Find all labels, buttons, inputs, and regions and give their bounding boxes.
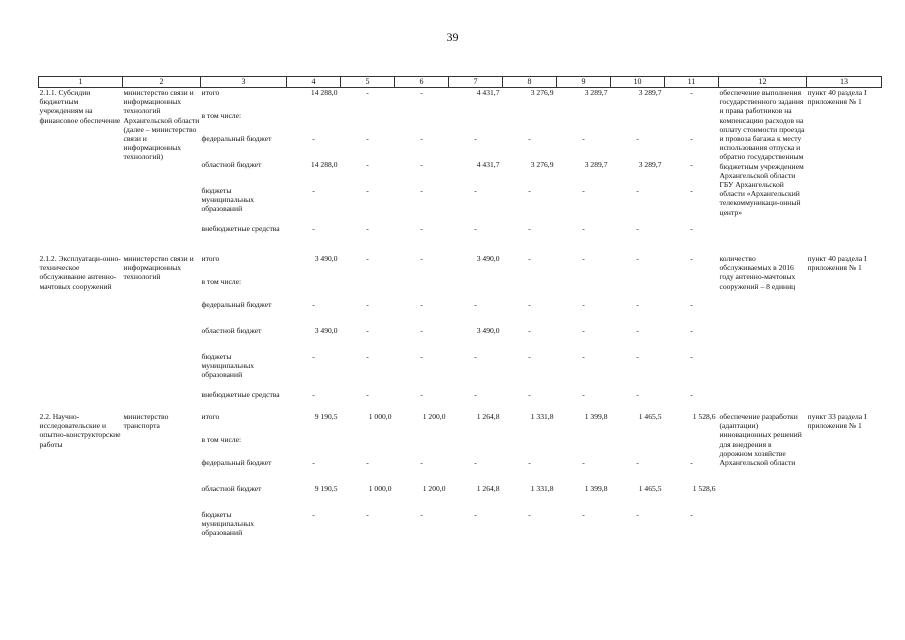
page-number: 39 xyxy=(446,30,459,44)
value-cell: - xyxy=(474,186,477,195)
budget-table xyxy=(38,76,882,544)
value-cell xyxy=(449,435,503,458)
value-cell xyxy=(341,277,395,300)
value-cell: - xyxy=(690,88,693,97)
value-cell: - xyxy=(366,390,369,399)
value-cell xyxy=(287,277,341,300)
block-name: 2.1.2. Эксплуатаци-онно-техническое обслуживание антенно-мачтовых сооружений xyxy=(39,254,121,291)
value-cell: - xyxy=(366,352,369,361)
value-cell xyxy=(557,111,611,134)
value-cell: 4 431,7 xyxy=(476,88,500,97)
value-cell xyxy=(557,435,611,458)
value-cell: 3 289,7 xyxy=(638,88,662,97)
value-cell: - xyxy=(582,186,585,195)
value-cell: - xyxy=(420,390,423,399)
block-reference: пункт 40 раздела I приложения № 1 xyxy=(807,254,867,273)
value-cell: - xyxy=(366,134,369,143)
column-header: 13 xyxy=(807,77,882,88)
column-header: 1 xyxy=(39,77,123,88)
funding-source: федеральный бюджет xyxy=(201,458,272,467)
value-cell: - xyxy=(690,326,693,335)
value-cell: - xyxy=(420,326,423,335)
value-cell: 3 490,0 xyxy=(314,326,338,335)
funding-source: бюджеты муниципальных образований xyxy=(201,352,255,380)
table-row xyxy=(39,254,882,277)
funding-source: бюджеты муниципальных образований xyxy=(201,510,255,538)
value-cell: - xyxy=(690,186,693,195)
funding-source: областной бюджет xyxy=(201,160,262,169)
funding-source: итого xyxy=(201,254,220,263)
value-cell: - xyxy=(582,254,585,263)
funding-source: итого xyxy=(201,88,220,97)
value-cell: - xyxy=(474,134,477,143)
value-cell xyxy=(449,277,503,300)
value-cell: 14 288,0 xyxy=(310,88,338,97)
value-cell: - xyxy=(528,224,531,233)
value-cell: - xyxy=(420,160,423,169)
value-cell: 14 288,0 xyxy=(310,160,338,169)
value-cell: 4 431,7 xyxy=(476,160,500,169)
value-cell: - xyxy=(420,186,423,195)
value-cell: - xyxy=(528,352,531,361)
value-cell: - xyxy=(582,510,585,519)
value-cell: - xyxy=(420,254,423,263)
funding-source: областной бюджет xyxy=(201,484,262,493)
value-cell: - xyxy=(636,458,639,467)
table-row xyxy=(39,88,882,112)
value-cell: - xyxy=(636,186,639,195)
value-cell: 3 490,0 xyxy=(476,254,500,263)
value-cell: - xyxy=(690,458,693,467)
value-cell: - xyxy=(420,224,423,233)
funding-source: в том числе: xyxy=(201,277,242,286)
value-cell: - xyxy=(636,224,639,233)
value-cell: - xyxy=(636,254,639,263)
value-cell: - xyxy=(636,134,639,143)
value-cell: - xyxy=(528,326,531,335)
value-cell: 1 000,0 xyxy=(368,412,392,421)
value-cell: 1 528,6 xyxy=(692,412,716,421)
funding-source: итого xyxy=(201,412,220,421)
value-cell: - xyxy=(312,390,315,399)
value-cell xyxy=(395,435,449,458)
value-cell: - xyxy=(366,254,369,263)
funding-source: в том числе: xyxy=(201,435,242,444)
value-cell: 1 200,0 xyxy=(422,484,446,493)
value-cell: - xyxy=(528,186,531,195)
column-header: 7 xyxy=(449,77,503,88)
value-cell: - xyxy=(582,390,585,399)
value-cell: - xyxy=(420,88,423,97)
value-cell: 3 289,7 xyxy=(638,160,662,169)
value-cell: - xyxy=(528,300,531,309)
value-cell: 1 528,6 xyxy=(692,484,716,493)
value-cell: 1 331,8 xyxy=(530,484,554,493)
value-cell: - xyxy=(474,300,477,309)
value-cell: - xyxy=(420,352,423,361)
value-cell: - xyxy=(312,186,315,195)
value-cell: - xyxy=(582,224,585,233)
value-cell: 1 264,8 xyxy=(476,484,500,493)
value-cell xyxy=(557,277,611,300)
value-cell: - xyxy=(582,326,585,335)
value-cell: - xyxy=(366,160,369,169)
funding-source: федеральный бюджет xyxy=(201,134,272,143)
column-header: 6 xyxy=(395,77,449,88)
block-name: 2.2. Научно-исследовательские и опытно-конструкторские работы xyxy=(39,412,121,449)
value-cell: 3 276,9 xyxy=(530,88,554,97)
value-cell: - xyxy=(366,186,369,195)
block-reference: пункт 33 раздела I приложения № 1 xyxy=(807,412,867,431)
value-cell: - xyxy=(690,352,693,361)
value-cell xyxy=(287,435,341,458)
value-cell: - xyxy=(636,352,639,361)
value-cell xyxy=(665,435,719,458)
value-cell: - xyxy=(474,510,477,519)
value-cell: - xyxy=(690,134,693,143)
value-cell: - xyxy=(312,510,315,519)
value-cell xyxy=(449,111,503,134)
block-executor: министерство связи и информационных технологий xyxy=(123,254,194,282)
value-cell: - xyxy=(690,254,693,263)
value-cell xyxy=(341,111,395,134)
value-cell: - xyxy=(366,326,369,335)
value-cell: 1 000,0 xyxy=(368,484,392,493)
column-header: 11 xyxy=(665,77,719,88)
value-cell: - xyxy=(690,300,693,309)
value-cell: - xyxy=(312,458,315,467)
value-cell: 3 276,9 xyxy=(530,160,554,169)
value-cell: - xyxy=(420,300,423,309)
value-cell: - xyxy=(582,300,585,309)
value-cell xyxy=(503,435,557,458)
value-cell: 9 190,5 xyxy=(314,484,338,493)
value-cell: - xyxy=(528,134,531,143)
value-cell: 3 490,0 xyxy=(476,326,500,335)
value-cell: - xyxy=(690,160,693,169)
value-cell: 1 331,8 xyxy=(530,412,554,421)
value-cell: - xyxy=(420,510,423,519)
column-header: 10 xyxy=(611,77,665,88)
value-cell xyxy=(611,277,665,300)
value-cell: - xyxy=(636,300,639,309)
value-cell: - xyxy=(474,458,477,467)
value-cell: 1 465,5 xyxy=(638,412,662,421)
value-cell: - xyxy=(420,134,423,143)
value-cell: - xyxy=(582,352,585,361)
value-cell xyxy=(395,111,449,134)
value-cell xyxy=(503,277,557,300)
value-cell xyxy=(287,111,341,134)
value-cell xyxy=(503,111,557,134)
value-cell: 1 399,8 xyxy=(584,412,608,421)
value-cell: 3 490,0 xyxy=(314,254,338,263)
funding-source: бюджеты муниципальных образований xyxy=(201,186,255,214)
column-header: 12 xyxy=(719,77,807,88)
value-cell: - xyxy=(690,390,693,399)
value-cell: 3 289,7 xyxy=(584,160,608,169)
column-header: 8 xyxy=(503,77,557,88)
value-cell: - xyxy=(366,458,369,467)
block-name: 2.1.1. Субсидии бюджетным учреждениям на финансовое обеспечение xyxy=(39,88,121,125)
value-cell: - xyxy=(582,458,585,467)
column-header: 4 xyxy=(287,77,341,88)
value-cell: 1 200,0 xyxy=(422,412,446,421)
value-cell: - xyxy=(366,510,369,519)
funding-source: внебюджетные средства xyxy=(201,224,280,233)
value-cell: - xyxy=(474,390,477,399)
block-executor: министерство связи и информационных технологий Архангельской области (далее – министерство связи и информационных технологий) xyxy=(123,88,200,162)
value-cell: - xyxy=(312,352,315,361)
value-cell: 1 399,8 xyxy=(584,484,608,493)
value-cell: - xyxy=(636,326,639,335)
funding-source: в том числе: xyxy=(201,111,242,120)
value-cell: - xyxy=(474,224,477,233)
value-cell: - xyxy=(312,300,315,309)
value-cell: - xyxy=(366,300,369,309)
funding-source: внебюджетные средства xyxy=(201,390,280,399)
value-cell: 1 465,5 xyxy=(638,484,662,493)
value-cell: 1 264,8 xyxy=(476,412,500,421)
value-cell: - xyxy=(690,224,693,233)
value-cell: - xyxy=(312,224,315,233)
value-cell: - xyxy=(528,254,531,263)
block-executor: министерство транспорта xyxy=(123,412,169,431)
value-cell: - xyxy=(366,88,369,97)
value-cell: - xyxy=(474,352,477,361)
column-header: 5 xyxy=(341,77,395,88)
column-header: 2 xyxy=(123,77,201,88)
table-row xyxy=(39,412,882,435)
value-cell: - xyxy=(636,510,639,519)
block-reference: пункт 40 раздела I приложения № 1 xyxy=(807,88,867,107)
value-cell xyxy=(611,435,665,458)
block-result: обеспечение выполнения государственного задания и права работников на компенсацию расходов на оплату стоимости проезда и провоза багажа к месту использования отпуска и обратно государственным бюджетным учреждением Архангельской области ГБУ Архангельской области «Архангельский телекоммуникаци-онный центр» xyxy=(719,88,805,217)
value-cell: - xyxy=(366,224,369,233)
value-cell: - xyxy=(582,134,585,143)
value-cell: 3 289,7 xyxy=(584,88,608,97)
block-result: обеспечение разработки (адаптации) инновационных решений для внедрения в дорожном хозяйстве Архангельской области xyxy=(719,412,802,468)
funding-source: областной бюджет xyxy=(201,326,262,335)
value-cell: - xyxy=(420,458,423,467)
value-cell: 9 190,5 xyxy=(314,412,338,421)
header-row xyxy=(39,77,882,88)
value-cell: - xyxy=(528,390,531,399)
value-cell: - xyxy=(528,510,531,519)
column-header: 3 xyxy=(201,77,287,88)
value-cell xyxy=(665,277,719,300)
funding-source: федеральный бюджет xyxy=(201,300,272,309)
value-cell xyxy=(665,111,719,134)
value-cell xyxy=(611,111,665,134)
value-cell: - xyxy=(528,458,531,467)
value-cell: - xyxy=(690,510,693,519)
block-result: количество обслуживаемых в 2016 году антенно-мачтовых сооружений – 8 единиц xyxy=(719,254,796,291)
value-cell: - xyxy=(636,390,639,399)
value-cell: - xyxy=(312,134,315,143)
value-cell xyxy=(395,277,449,300)
value-cell xyxy=(341,435,395,458)
column-header: 9 xyxy=(557,77,611,88)
